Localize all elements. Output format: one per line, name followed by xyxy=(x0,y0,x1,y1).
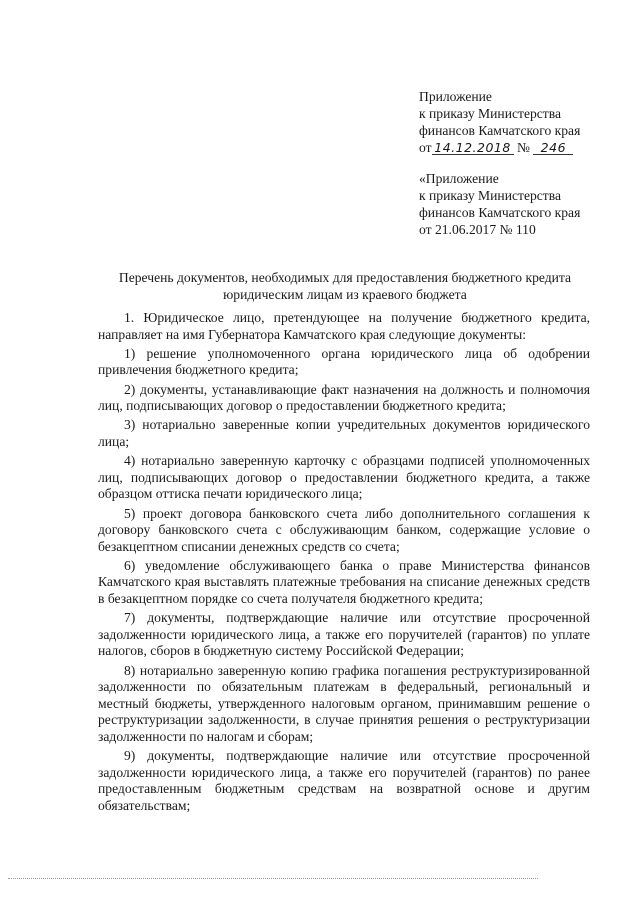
stamp2-line-3: финансов Камчатского края xyxy=(419,205,581,220)
stamp-from-prefix: от xyxy=(419,140,432,155)
stamp2-line-4: от 21.06.2017 № 110 xyxy=(419,222,536,237)
stamp-line-2: к приказу Министерства xyxy=(419,106,562,121)
paragraph-intro: 1. Юридическое лицо, претендующее на получение бюджетного кредита, направляет на имя Губернатора Камчатского края следующие документы: xyxy=(98,310,590,342)
title-line-1: Перечень документов, необходимых для предоставления бюджетного кредита xyxy=(118,270,572,285)
approval-stamp xyxy=(419,88,580,156)
handwritten-date: 14.12.2018 xyxy=(432,141,514,155)
number-sign: № xyxy=(516,140,530,155)
list-item-8: 8) нотариально заверенную копию графика погашения реструктуризированной задолженности по обязательным платежам в федеральный, региональный и местный бюджеты, утвержденного налоговым органом, принимавшим решение о реструктуризации задолженности, в случае принятия решения о реструктуризации задолженности по налогам и сборам; xyxy=(98,662,590,744)
document-body xyxy=(98,310,590,817)
stamp-line-3: финансов Камчатского края xyxy=(419,123,581,138)
list-item-3: 3) нотариально заверенные копии учредительных документов юридического лица; xyxy=(98,417,590,449)
stamp2-line-2: к приказу Министерства xyxy=(419,188,562,203)
stamp-line-1: Приложение xyxy=(419,89,492,104)
list-item-7: 7) документы, подтверждающие наличие или отсутствие просроченной задолженности юридического лица, а также его поручителей (гарантов) по уплате налогов, сборов в бюджетную систему Российской Федерации; xyxy=(98,610,590,659)
list-item-6: 6) уведомление обслуживающего банка о праве Министерства финансов Камчатского края выставлять платежные требования на списание денежных средств в безакцептном порядке со счета получателя бюджетного кредита; xyxy=(98,557,590,607)
list-item-9: 9) документы, подтверждающие наличие или отсутствие просроченной задолженности юридического лица, а также его поручителей (гарантов) по ранее предоставленным бюджетным средствам на возвратной основе и другим обязательствам; xyxy=(98,748,590,813)
scan-footer-line xyxy=(8,878,538,879)
title-line-2: юридическим лицам из краевого бюджета xyxy=(223,286,467,302)
handwritten-number: 246 xyxy=(533,141,573,155)
stamp2-line-1: «Приложение xyxy=(419,171,499,186)
list-item-5: 5) проект договора банковского счета либо дополнительного соглашения к договору банковского счета с обслуживающим банком, содержащие условие о безакцептном списании денежных средств со счета; xyxy=(98,505,590,554)
list-item-2: 2) документы, устанавливающие факт назначения на должность и полномочия лиц, подписывающих договор о предоставлении бюджетного кредита; xyxy=(98,381,590,414)
document-title xyxy=(80,270,610,303)
stamp-date-line xyxy=(419,139,580,156)
list-item-1: 1) решение уполномоченного органа юридического лица об одобрении привлечения бюджетного кредита; xyxy=(98,345,590,378)
list-item-4: 4) нотариально заверенную карточку с образцами подписей уполномоченных лиц, подписывающих договор о предоставлении бюджетного кредита, а также образцом оттиска печати юридического лица; xyxy=(98,453,590,502)
original-appendix-stamp xyxy=(419,170,580,238)
